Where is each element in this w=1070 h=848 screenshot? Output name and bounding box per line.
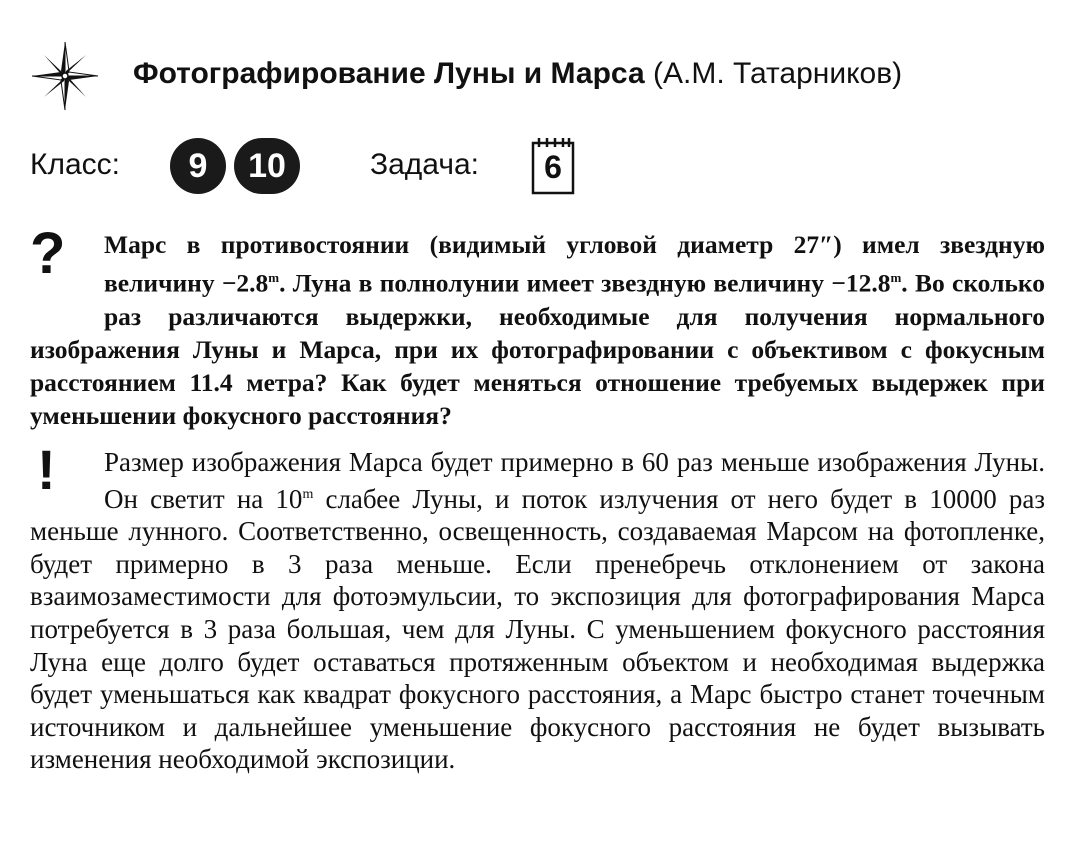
magnitude-unit: m xyxy=(302,486,314,502)
question-text-part: Марс в противостоянии (видимый угловой диаметр 27″) имел звездную величину −2.8 xyxy=(104,230,1045,298)
task-label: Задача: xyxy=(370,148,479,181)
answer-text-part: слабее Луны, и поток излучения от него будет в 10000 раз меньше лунного. Соответственно, освещенность, создаваемая Марсом на фотопленке, будет примерно в 3 раза меньше. Если пренебречь отклонением от закона взаимозаместимости для фотоэмульсии, то экспозиция для фотографирования Марса потребуется в 3 раза большая, чем для Луны. С уменьшением фокусного расстояния Луна еще долго будет оставаться протяженным объектом и необходимая выдержка будет уменьшаться как квадрат фокусного расстояния, а Марс быстро станет точечным источником и дальнейшее уменьшение фокусного расстояния не будет вызывать изменения необходимой экспозиции. xyxy=(30,483,1045,775)
grade-badge-9: 9 xyxy=(170,138,226,194)
question-text-part: . Луна в полнолунии имеет звездную величину −12.8 xyxy=(279,268,891,298)
task-meta xyxy=(30,135,1050,195)
task-number-box xyxy=(530,135,576,195)
question-mark-icon: ? xyxy=(30,221,66,286)
page-title xyxy=(133,54,902,94)
answer-text xyxy=(30,446,1045,776)
question-text-part: . Во сколько раз различаются выдержки, необходимые для получения нормального изображения Луны и Марса, при их фотографировании с объективом с фокусным расстоянием 11.4 метра? Как будет меняться отношение требуемых выдержек при уменьшении фокусного расстояния? xyxy=(30,268,1045,430)
magnitude-unit: m xyxy=(890,270,902,285)
task-number: 6 xyxy=(544,149,562,185)
title-bold: Фотографирование Луны и Марса xyxy=(133,57,645,90)
answer-text-part: Размер изображения Марса будет примерно в 60 раз меньше изображения Луны. Он светит на 10 xyxy=(104,447,1045,514)
question-text xyxy=(30,228,1045,432)
magnitude-unit: m xyxy=(268,270,280,285)
section-header xyxy=(30,40,1050,112)
compass-star-icon xyxy=(30,40,100,112)
title-author: (А.М. Татарников) xyxy=(653,57,903,90)
class-label: Класс: xyxy=(30,148,120,181)
grade-badge-10: 10 xyxy=(234,138,300,194)
exclamation-mark-icon: ! xyxy=(37,438,56,501)
